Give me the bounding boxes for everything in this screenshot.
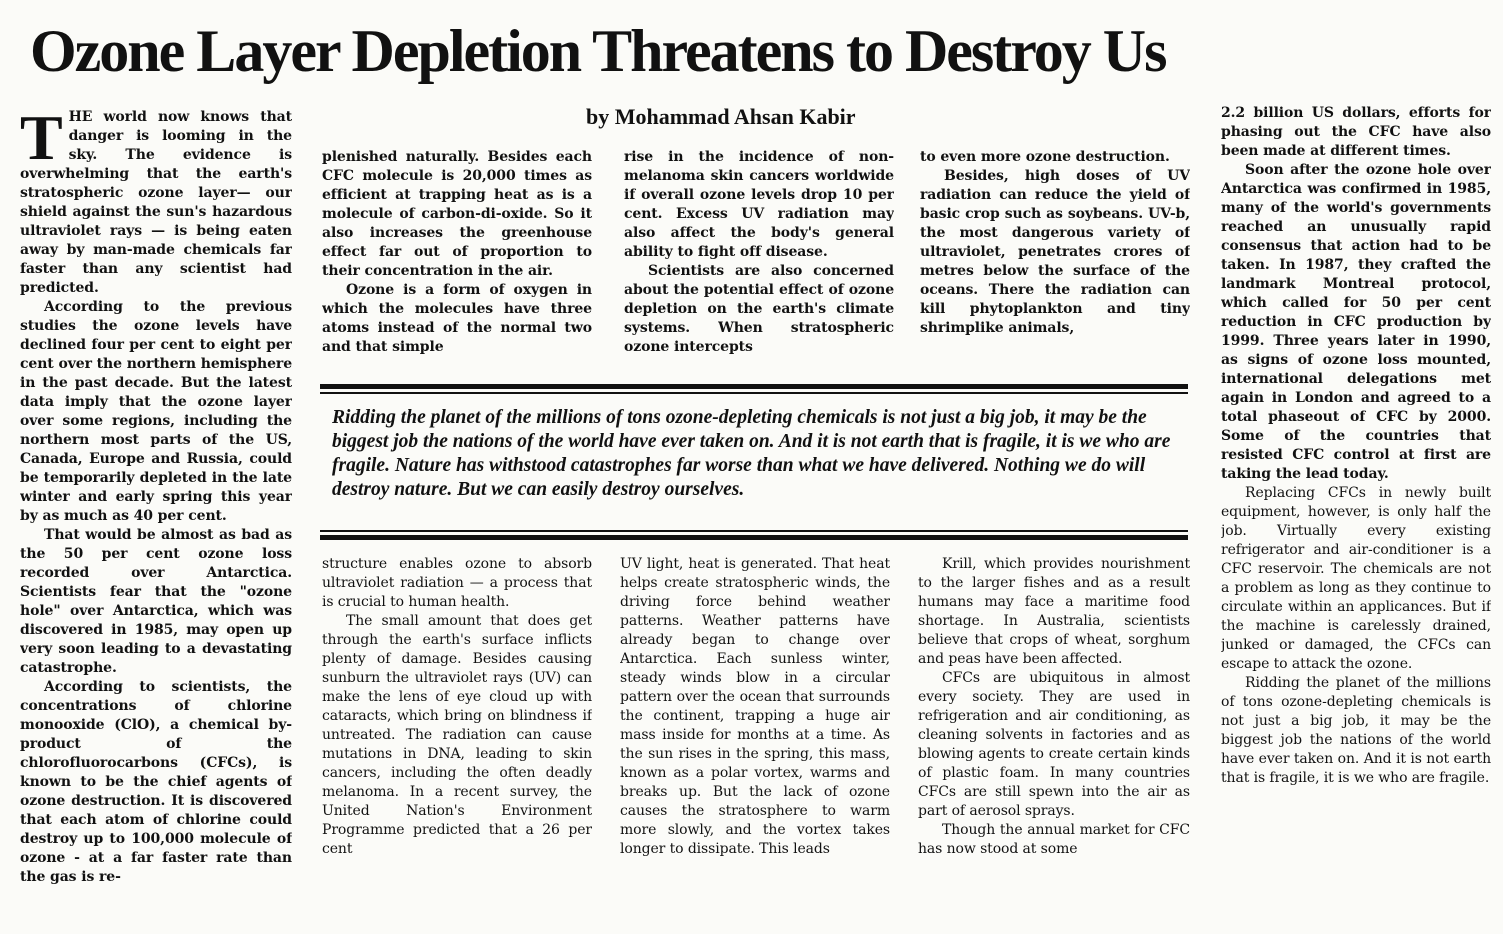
paragraph: Scientists are also concerned about the potential effect of ozone depletion on the earth's climate systems. When stratospheric ozone intercepts — [624, 263, 894, 355]
paragraph: UV light, heat is generated. That heat helps create stratospheric winds, the driving force behind weather patterns. Weather patterns have already began to change over Antarctica. Each sunless winter, steady winds blow in a circular pattern over the ocean that surrounds the continent, trapping a huge air mass inside for months at a time. As the sun rises in the spring, this mass, known as a polar vortex, warms and breaks up. But the lack of ozone causes the stratosphere to warm more slowly, and the vortex takes longer to dissipate. This leads — [620, 556, 890, 857]
column-4-top — [920, 148, 1190, 376]
paragraph: Ridding the planet of the millions of tons ozone-depleting chemicals is not just a big job, it may be the biggest job the nations of the world have ever taken on. And it is not earth that is fragile, it is we who are fragile. — [1221, 675, 1491, 786]
pullquote-rule-bottom-thin — [320, 530, 1188, 532]
paragraph: Replacing CFCs in newly built equipment, however, is only half the job. Virtually every existing refrigerator and air-conditioner is a CFC reservoir. The chemicals are not a problem as long as they continue to circulate within an applicances. But if the machine is carelessly drained, junked or damaged, the CFCs can escape to attack the ozone. — [1221, 485, 1491, 672]
drop-cap: T — [20, 108, 63, 173]
column-4-bottom — [918, 555, 1190, 930]
column-1 — [20, 108, 292, 930]
pullquote-rule-top-thin — [320, 392, 1188, 394]
column-3-bottom — [620, 555, 890, 930]
pullquote-rule-bottom — [320, 535, 1188, 540]
pullquote: Ridding the planet of the millions of tons ozone-depleting chemicals is not just a big job, it may be the biggest job the nations of the world have ever taken on. And it is not earth that is fragile, it is we who are fragile. Nature has withstood catastrophes far worse than what we have delivered. Nothing we do will destroy nature. But we can easily destroy ourselves. — [332, 407, 1171, 500]
column-5 — [1221, 104, 1491, 930]
paragraph: According to scientists, the concentrations of chlorine monooxide (ClO), a chemical by-product of the chlorofluorocarbons (CFCs), is known to be the chief agents of ozone destruction. It is discovered that each atom of chlorine could destroy up to 100,000 molecule of ozone - at a far faster rate than the gas is re- — [20, 679, 292, 885]
lead-paragraph — [20, 108, 292, 298]
column-2-bottom — [322, 555, 592, 930]
headline: Ozone Layer Depletion Threatens to Destroy Us — [30, 18, 1166, 84]
paragraph: 2.2 billion US dollars, efforts for phasing out the CFC have also been made at different times. — [1221, 105, 1491, 159]
paragraph: Soon after the ozone hole over Antarctica was confirmed in 1985, many of the world's governments reached an unusually rapid consensus that action had to be taken. In 1987, they crafted the landmark Montreal protocol, which called for 50 per cent reduction in CFC production by 1999. Three years later in 1990, as signs of ozone loss mounted, international delegations met again in London and agreed to a total phaseout of CFC by 2000. Some of the countries that resisted CFC control at first are taking the lead today. — [1221, 162, 1491, 482]
paragraph: The small amount that does get through the earth's surface inflicts plenty of damage. Besides causing sunburn the ultraviolet rays (UV) can make the lens of eye cloud up with cataracts, which bring on blindness if untreated. The radiation can cause mutations in DNA, leading to skin cancers, including the often deadly melanoma. In a recent survey, the United Nation's Environment Programme predicted that a 26 per cent — [322, 613, 592, 857]
paragraph: Besides, high doses of UV radiation can reduce the yield of basic crop such as soybeans. UV-b, the most dangerous variety of ultraviolet, penetrates crores of metres below the surface of the oceans. There the radiation can kill phytoplankton and tiny shrimplike animals, — [920, 168, 1190, 336]
paragraph: According to the previous studies the ozone levels have declined four per cent to eight per cent over the northern hemisphere in the past decade. But the latest data imply that the ozone layer over some regions, including the northern most parts of the US, Canada, Europe and Russia, could be temporarily depleted in the late winter and early spring this year by as much as 40 per cent. — [20, 299, 292, 524]
paragraph: Krill, which provides nourishment to the larger fishes and as a result humans may face a maritime food shortage. In Australia, scientists believe that crops of wheat, sorghum and peas have been affected. — [918, 556, 1190, 667]
pullquote-rule-top — [320, 384, 1188, 389]
paragraph: to even more ozone destruction. — [920, 149, 1170, 165]
byline: by Mohammad Ahsan Kabir — [586, 104, 856, 129]
paragraph: Ozone is a form of oxygen in which the molecules have three atoms instead of the normal two and that simple — [322, 282, 592, 355]
column-3-top — [624, 148, 894, 376]
lead-text: HE world now knows that danger is looming in the sky. The evidence is overwhelming that the earth's stratospheric ozone layer— our shield against the sun's hazardous ultraviolet rays — is being eaten away by man-made chemicals far faster than any scientist had predicted. — [20, 109, 292, 296]
paragraph: plenished naturally. Besides each CFC molecule is 20,000 times as efficient at trapping heat as is a molecule of carbon-di-oxide. So it also increases the greenhouse effect far out of proportion to their concentration in the air. — [322, 149, 592, 279]
paragraph: Though the annual market for CFC has now stood at some — [918, 822, 1190, 857]
column-2-top — [322, 148, 592, 376]
paragraph: structure enables ozone to absorb ultraviolet radiation — a process that is crucial to human health. — [322, 556, 592, 610]
paragraph: That would be almost as bad as the 50 per cent ozone loss recorded over Antarctica. Scientists fear that the "ozone hole" over Antarctica, which was discovered in 1985, may open up very soon leading to a devastating catastrophe. — [20, 527, 292, 676]
paragraph: rise in the incidence of non-melanoma skin cancers worldwide if overall ozone levels drop 10 per cent. Excess UV radiation may also affect the body's general ability to fight off disease. — [624, 149, 894, 260]
paragraph: CFCs are ubiquitous in almost every society. They are used in refrigeration and air conditioning, as cleaning solvents in factories and as blowing agents to create certain kinds of plastic foam. In many countries CFCs are still spewn into the air as part of aerosol sprays. — [918, 670, 1190, 819]
